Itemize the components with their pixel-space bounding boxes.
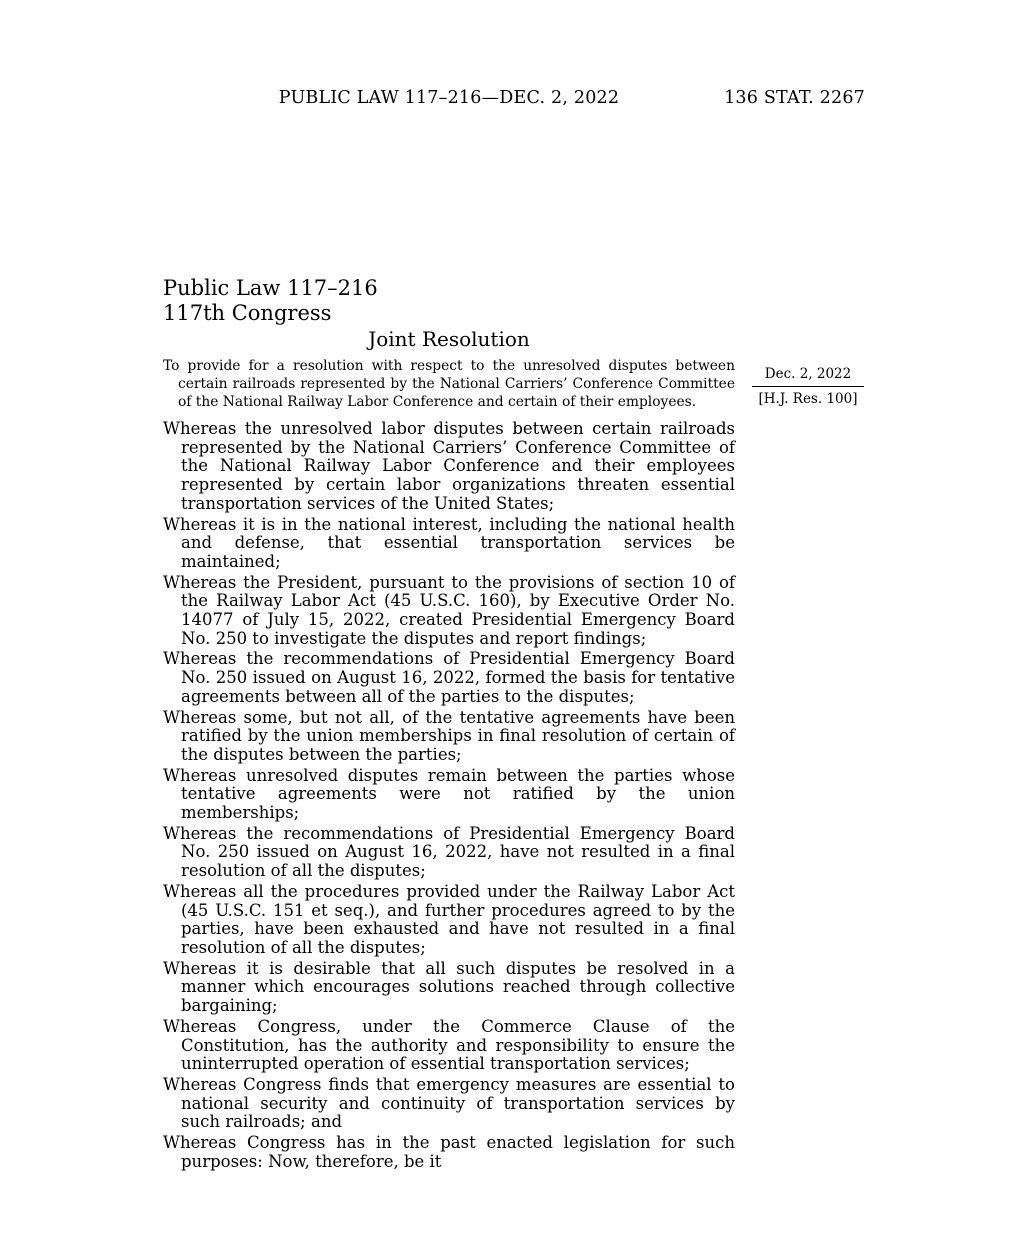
header-law-citation: PUBLIC LAW 117–216—DEC. 2, 2022 (278, 88, 620, 108)
whereas-clause: Whereas Congress finds that emergency measures are essential to national security and continuity of transportation services by such railroads; and (163, 1074, 735, 1132)
preamble-text: To provide for a resolution with respect to the unresolved disputes between certain railroads represented by the National Carriers’ Conference Committee of the National Railway Labor Conference and certain of their employees. (163, 358, 735, 410)
whereas-clause: Whereas the President, pursuant to the provisions of section 10 of the Railway Labor Act (45 U.S.C. 160), by Executive Order No. 14077 of July 15, 2022, created Presidential Emergency Board No. 250 to investigate the disputes and report findings; (163, 572, 735, 648)
whereas-clause: Whereas all the procedures provided under the Railway Labor Act (45 U.S.C. 151 et seq.), and further procedures agreed to by the parties, have been exhausted and have not resulted in a final resolution of all the disputes; (163, 881, 735, 957)
whereas-clause: Whereas Congress, under the Commerce Clause of the Constitution, has the authority and responsibility to ensure the uninterrupted operation of essential transportation services; (163, 1016, 735, 1074)
whereas-clause: Whereas some, but not all, of the tentative agreements have been ratified by the union memberships in final resolution of certain of the disputes between the parties; (163, 707, 735, 764)
running-header (163, 88, 865, 112)
whereas-clause: Whereas it is in the national interest, including the national health and defense, that essential transportation services be maintained; (163, 514, 735, 571)
congress-label: 117th Congress (163, 301, 332, 325)
whereas-clause: Whereas the unresolved labor disputes between certain railroads represented by the National Carriers’ Conference Committee of the National Railway Labor Conference and their employees represented by certain labor organizations threaten essential transportation services of the United States; (163, 419, 735, 513)
whereas-clause: Whereas unresolved disputes remain between the parties whose tentative agreements were not ratified by the union memberships; (163, 765, 735, 823)
margin-note-resolution-citation: [H.J. Res. 100] (758, 391, 858, 407)
whereas-clause: Whereas the recommendations of Presidential Emergency Board No. 250 issued on August 16, 2022, have not resulted in a final resolution of all the disputes; (163, 823, 735, 881)
whereas-clause: Whereas Congress has in the past enacted legislation for such purposes: Now, therefore, be it (163, 1133, 735, 1171)
header-statute-page-number: 136 STAT. 2267 (724, 88, 865, 108)
whereas-clauses (163, 420, 735, 1173)
law-number: Public Law 117–216 (163, 276, 378, 300)
law-heading (163, 276, 378, 326)
whereas-clause: Whereas the recommendations of Presidential Emergency Board No. 250 issued on August 16, 2022, formed the basis for tentative agreements between all of the parties to the disputes; (163, 649, 735, 706)
whereas-clause: Whereas it is desirable that all such disputes be resolved in a manner which encourages solutions reached through collective bargaining; (163, 958, 735, 1016)
resolution-type-title: Joint Resolution (368, 327, 530, 351)
margin-note-date: Dec. 2, 2022 (752, 366, 864, 387)
margin-note (752, 366, 864, 408)
